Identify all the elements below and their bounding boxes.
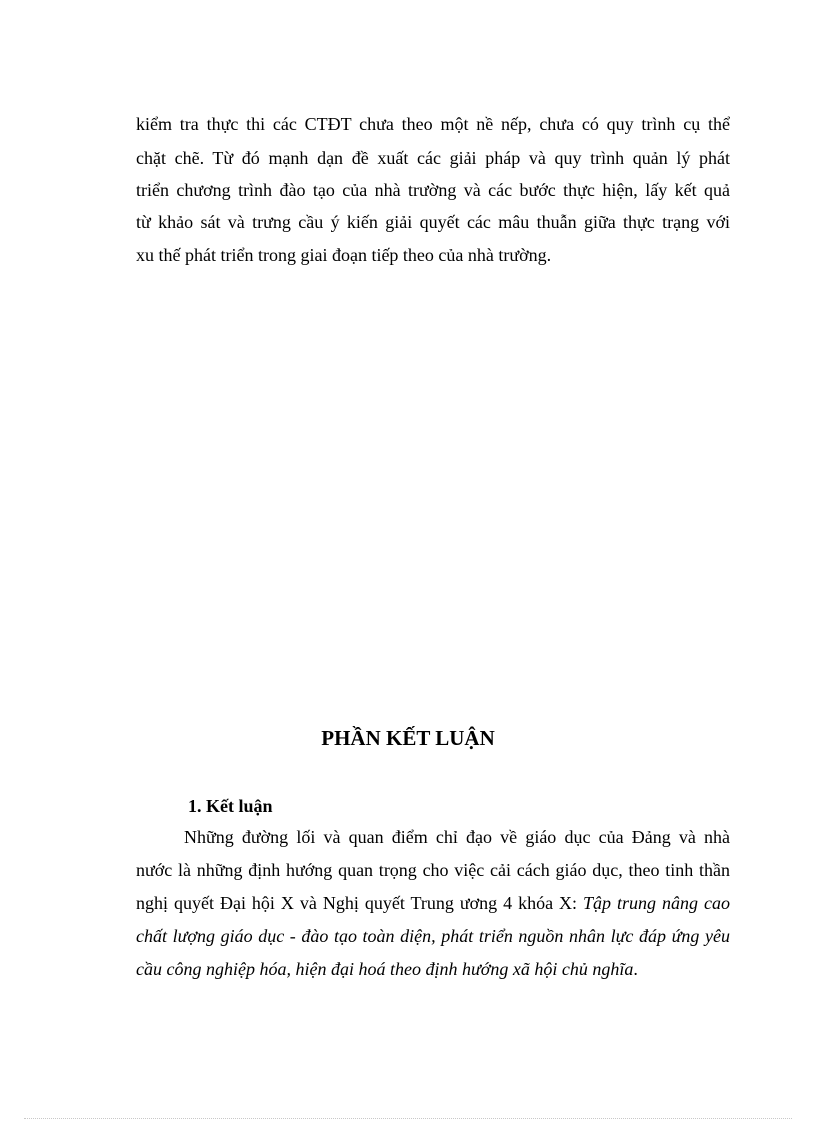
paragraph-line: chặt chẽ. Từ đó mạnh dạn đề xuất các giải pháp và quy trình quản lý phát [136, 148, 730, 168]
section-title: PHẦN KẾT LUẬN [321, 726, 495, 750]
paragraph-line: Những đường lối và quan điểm chỉ đạo về giáo dục của Đảng và nhà [184, 827, 730, 847]
paragraph-line [136, 892, 730, 914]
paragraph-line: từ khảo sát và trưng cầu ý kiến giải quyết các mâu thuẫn giữa thực trạng với [136, 212, 730, 232]
italic-text: Tập trung nâng cao [583, 893, 730, 913]
end-punctuation: . [633, 959, 638, 979]
subsection-heading: 1. Kết luận [188, 796, 273, 816]
page-bottom-border [24, 1118, 792, 1119]
paragraph-line [136, 958, 730, 980]
paragraph-line: triển chương trình đào tạo của nhà trường và các bước thực hiện, lấy kết quả [136, 180, 730, 200]
paragraph-line: nước là những định hướng quan trọng cho việc cải cách giáo dục, theo tinh thần [136, 860, 730, 880]
italic-text: cầu công nghiệp hóa, hiện đại hoá theo định hướng xã hội chủ nghĩa [136, 959, 634, 979]
paragraph-line: kiểm tra thực thi các CTĐT chưa theo một nề nếp, chưa có quy trình cụ thể [136, 114, 730, 134]
italic-line: chất lượng giáo dục - đào tạo toàn diện, phát triển nguồn nhân lực đáp ứng yêu [136, 926, 730, 946]
paragraph-line: xu thế phát triển trong giai đoạn tiếp theo của nhà trường. [136, 245, 552, 265]
paragraph-text: nghị quyết Đại hội X và Nghị quyết Trung ương 4 khóa X: [136, 893, 584, 913]
